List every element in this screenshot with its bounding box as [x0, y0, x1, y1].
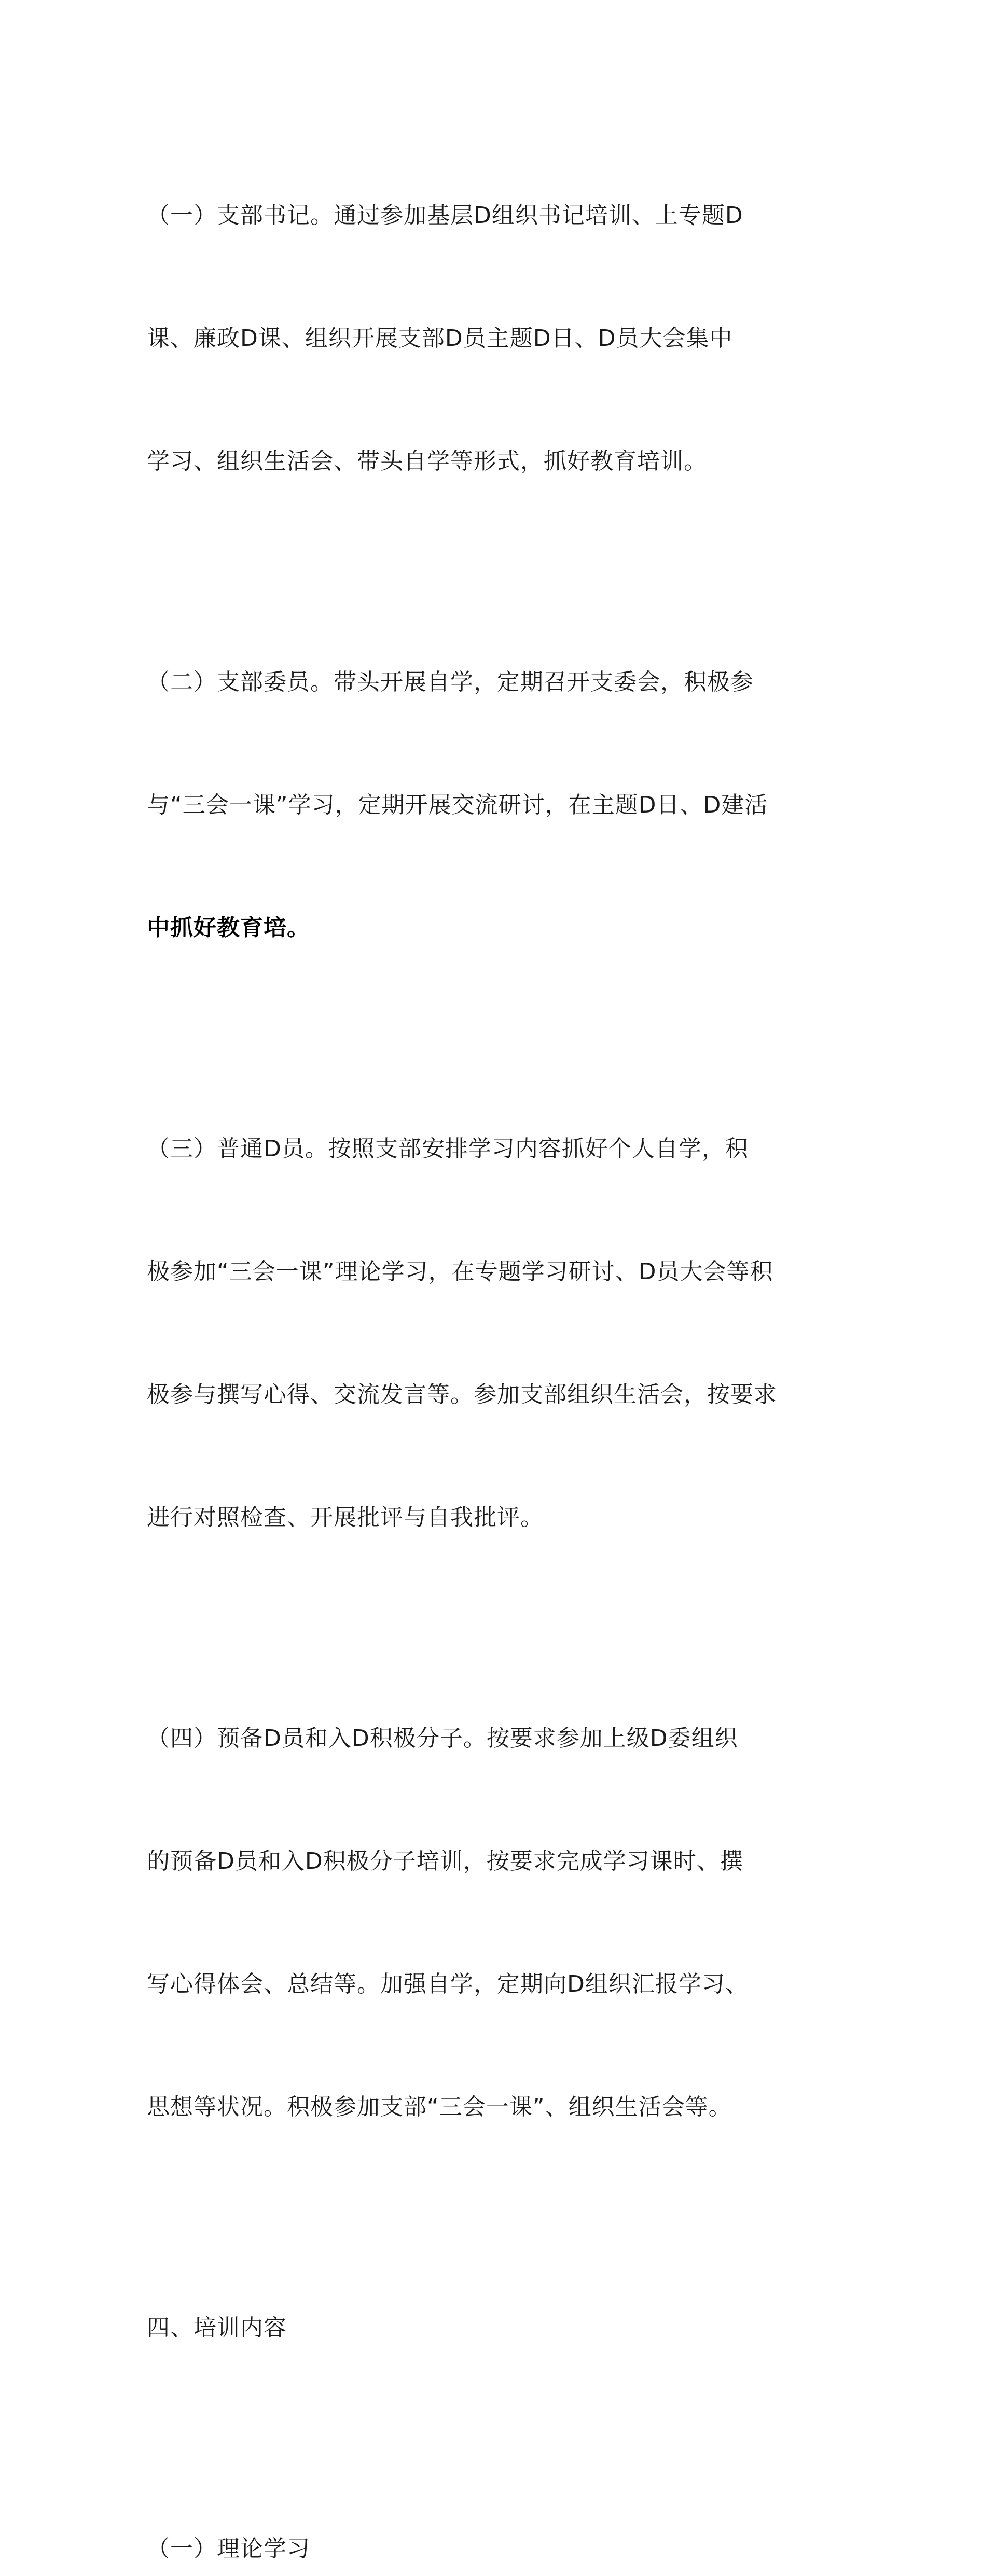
- text-line: （二）支部委员。带头开展自学，定期召开支委会，积极参: [147, 669, 754, 695]
- text-line: （一）支部书记。通过参加基层D组织书记培训、上专题D: [147, 202, 743, 229]
- text-line: （四）预备D员和入D积极分子。按要求参加上级D委组织: [147, 1725, 738, 1752]
- heading-text: 四、培训内容: [147, 2315, 287, 2341]
- text-line: 课、廉政D课、组织开展支部D员主题D日、D员大会集中: [147, 325, 733, 352]
- text-line: 思想等状况。积极参加支部“三会一课”、组织生活会等。: [147, 2094, 732, 2120]
- text-line: 写心得体会、总结等。加强自学，定期向D组织汇报学习、: [147, 1971, 749, 1997]
- text-line: 极参加“三会一课”理论学习，在专题学习研讨、D员大会等积: [147, 1258, 773, 1285]
- text-line: 与“三会一课”学习，定期开展交流研讨，在主题D日、D建活: [147, 792, 768, 818]
- paragraph-probationary-members: [147, 1636, 852, 2209]
- text-line: （三）普通D员。按照支部安排学习内容抓好个人自学，积: [147, 1136, 749, 1162]
- text-line: 中抓好教育培。: [147, 915, 310, 941]
- section-heading-training-content: [147, 2225, 852, 2430]
- subsection-heading-theory: [147, 2446, 852, 2576]
- paragraph-branch-committee: [147, 580, 852, 1030]
- document-page: [147, 113, 852, 2576]
- text-line: 学习、组织生活会、带头自学等形式，抓好教育培训。: [147, 448, 707, 474]
- paragraph-branch-secretary: [147, 113, 852, 564]
- paragraph-regular-members: [147, 1046, 852, 1620]
- text-line: 的预备D员和入D积极分子培训，按要求完成学习课时、撰: [147, 1848, 743, 1874]
- text-line: 进行对照检查、开展批评与自我批评。: [147, 1504, 544, 1531]
- heading-text: （一）理论学习: [147, 2536, 310, 2562]
- text-line: 极参与撰写心得、交流发言等。参加支部组织生活会，按要求: [147, 1381, 777, 1408]
